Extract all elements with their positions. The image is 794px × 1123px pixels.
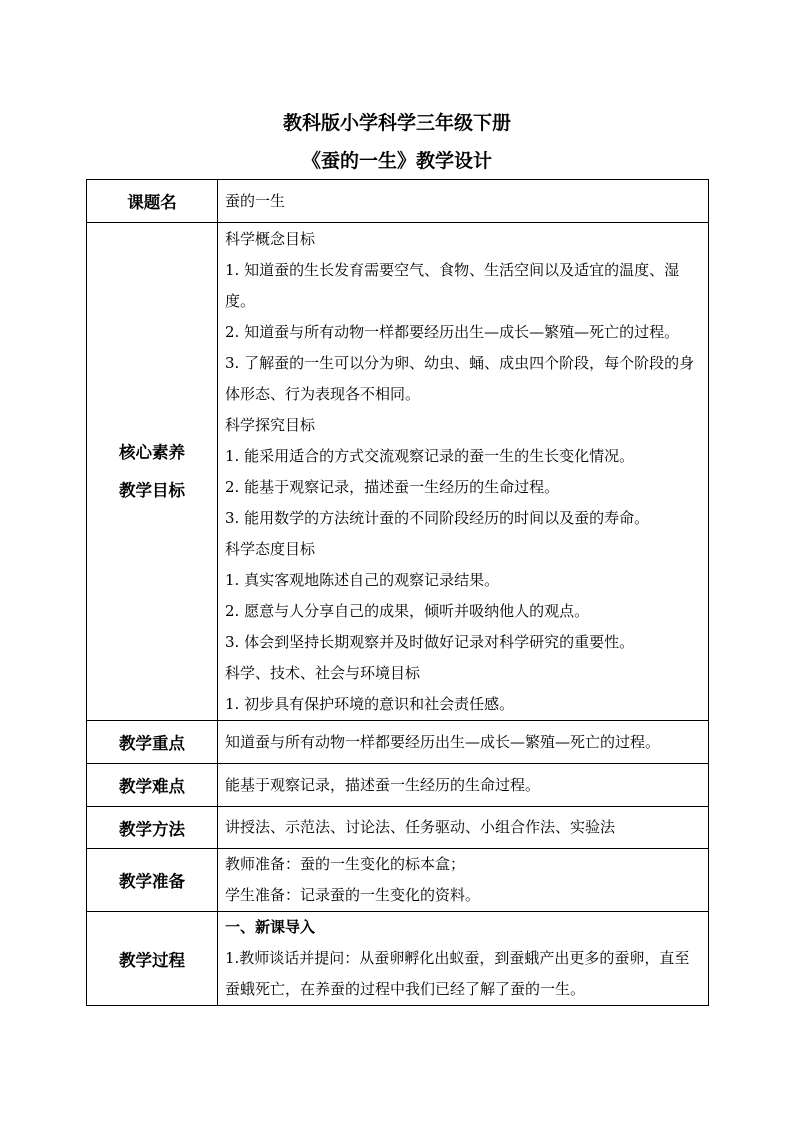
- key-point-value: 知道蚕与所有动物一样都要经历出生—成长—繁殖—死亡的过程。: [218, 721, 709, 764]
- methods-value: 讲授法、示范法、讨论法、任务驱动、小组合作法、实验法: [218, 807, 709, 849]
- document-title: 教科版小学科学三年级下册: [282, 112, 511, 134]
- preparation-teacher: 教师准备：蚕的一生变化的标本盒；: [225, 855, 466, 873]
- goals-item: 2. 能基于观察记录，描述蚕一生经历的生命过程。: [225, 477, 560, 496]
- difficulty-label: 教学难点: [87, 764, 218, 807]
- goals-item: 1. 知道蚕的生长发育需要空气、食物、生活空间以及适宜的温度、湿度。: [225, 260, 680, 310]
- table-row-preparation: [87, 849, 709, 912]
- process-heading: 一、新课导入: [225, 918, 316, 936]
- process-content: [218, 912, 709, 1006]
- goals-item: 1. 初步具有保护环境的意识和社会责任感。: [225, 694, 515, 713]
- table-row-methods: [87, 807, 709, 849]
- goals-heading-inquiry: 科学探究目标: [225, 415, 316, 434]
- table-row-difficulty: [87, 764, 709, 807]
- topic-value: 蚕的一生: [218, 180, 709, 223]
- table-row-goals: [87, 223, 709, 721]
- goals-item: 3. 体会到坚持长期观察并及时做好记录对科学研究的重要性。: [225, 632, 635, 651]
- lesson-plan-table: [86, 179, 709, 1006]
- table-row-key-point: [87, 721, 709, 764]
- goals-label-line1: 核心素养: [119, 442, 185, 462]
- goals-label-line2: 教学目标: [119, 480, 185, 500]
- process-label: 教学过程: [87, 912, 218, 1006]
- goals-item: 3. 了解蚕的一生可以分为卵、幼虫、蛹、成虫四个阶段，每个阶段的身体形态、行为表现各不相同。: [225, 353, 695, 403]
- goals-heading-stse: 科学、技术、社会与环境目标: [225, 663, 421, 682]
- goals-item: 2. 愿意与人分享自己的成果，倾听并吸纳他人的观点。: [225, 601, 590, 620]
- goals-item: 1. 真实客观地陈述自己的观察记录结果。: [225, 570, 500, 589]
- difficulty-value: 能基于观察记录，描述蚕一生经历的生命过程。: [218, 764, 709, 807]
- goals-item: 1. 能采用适合的方式交流观察记录的蚕一生的生长变化情况。: [225, 446, 635, 465]
- goals-item: 2. 知道蚕与所有动物一样都要经历出生—成长—繁殖—死亡的过程。: [225, 322, 680, 341]
- table-row-process: [87, 912, 709, 1006]
- goals-content: [218, 223, 709, 721]
- goals-heading-attitude: 科学态度目标: [225, 539, 316, 558]
- goals-label: [87, 223, 218, 721]
- goals-heading-concept: 科学概念目标: [225, 229, 316, 248]
- methods-label: 教学方法: [87, 807, 218, 849]
- key-point-label: 教学重点: [87, 721, 218, 764]
- process-text: 1.教师谈话并提问：从蚕卵孵化出蚁蚕，到蚕蛾产出更多的蚕卵，直至蚕蛾死亡，在养蚕的过程中我们已经了解了蚕的一生。: [225, 949, 690, 998]
- goals-item: 3. 能用数学的方法统计蚕的不同阶段经历的时间以及蚕的寿命。: [225, 508, 650, 527]
- preparation-label: 教学准备: [87, 849, 218, 912]
- topic-label: 课题名: [87, 180, 218, 223]
- table-row-topic: [87, 180, 709, 223]
- document-subtitle: 《蚕的一生》教学设计: [301, 150, 492, 172]
- preparation-student: 学生准备：记录蚕的一生变化的资料。: [225, 886, 481, 904]
- preparation-content: [218, 849, 709, 912]
